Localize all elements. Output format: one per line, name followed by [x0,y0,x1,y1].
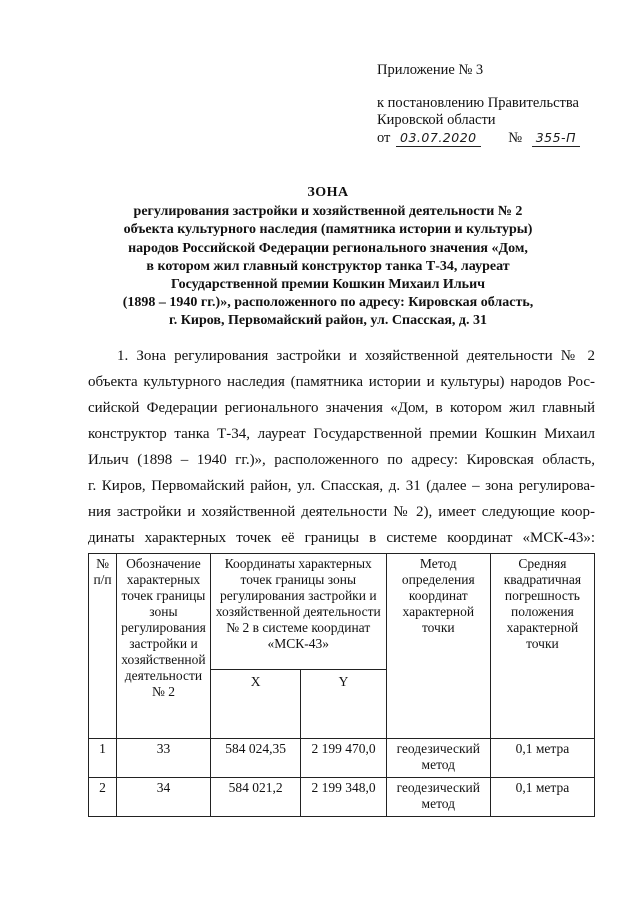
cell-num: 1 [89,739,117,778]
title-line: народов Российской Федерации регионального значения «Дом, [128,240,528,256]
body-line: конструктор танка Т-34, лауреат Государственной премии Кошкин Михаил [88,426,595,442]
cell-y: 2 199 470,0 [301,739,386,778]
body-line: 1. Зона регулирования застройки и хозяйственной деятельности № 2 [117,348,595,364]
header-error: Средняя квадратичная погрешность положения характерной точки [490,554,594,739]
header-y: Y [301,669,386,738]
cell-y: 2 199 348,0 [301,778,386,817]
cell-x: 584 024,35 [210,739,301,778]
body-line: г. Киров, Первомайский район, ул. Спасская, д. 31 (далее – зона регулирова- [88,478,595,494]
table-row [89,778,595,817]
cell-designation: 34 [117,778,211,817]
cell-x: 584 021,2 [210,778,301,817]
cell-method: геодезический метод [386,778,490,817]
date-from-label: от [377,130,391,146]
body-line: объекта культурного наследия (памятника истории и культуры) народов Рос- [88,374,595,390]
body-line: динаты характерных точек её границы в системе координат «МСК-43»: [88,530,595,546]
header-method: Метод определения координат характерной точки [386,554,490,739]
decree-line-2: Кировской области [377,112,496,128]
header-num: № п/п [89,554,117,739]
number-label: № [508,130,523,146]
title-zona: ЗОНА [307,185,349,200]
cell-num: 2 [89,778,117,817]
coordinates-table [88,553,595,817]
handwritten-number: 355-П [532,129,580,147]
title-line: г. Киров, Первомайский район, ул. Спасская, д. 31 [168,313,488,329]
body-line: сийской Федерации регионального значения «Дом, в котором жил главный [88,400,595,416]
header-designation: Обозначение характерных точек границы зоны регулирования застройки и хозяйственной деятельности № 2 [117,554,211,739]
decree-line-1: к постановлению Правительства [377,95,579,111]
document-title [80,184,576,331]
cell-error: 0,1 метра [490,778,594,817]
cell-error: 0,1 метра [490,739,594,778]
table-header-row [89,554,595,670]
title-line: регулирования застройки и хозяйственной деятельности № 2 [133,204,523,220]
title-line: в котором жил главный конструктор танка Т-34, лауреат [146,258,510,274]
appendix-label: Приложение № 3 [377,62,484,78]
title-line: объекта культурного наследия (памятника истории и культуры) [123,222,533,238]
header-coordinates: Координаты характерных точек границы зоны регулирования застройки и хозяйственной деятельности № 2 в системе координат «МСК-43» [210,554,386,670]
cell-designation: 33 [117,739,211,778]
cell-method: геодезический метод [386,739,490,778]
title-line: Государственной премии Кошкин Михаил Ильич [170,277,486,293]
table-row [89,739,595,778]
decree-date-line [377,129,580,147]
header-x: X [210,669,301,738]
title-line: (1898 – 1940 гг.)», расположенного по адресу: Кировская область, [122,295,534,311]
handwritten-date: 03.07.2020 [396,129,481,147]
body-line: Ильич (1898 – 1940 гг.)», расположенного по адресу: Кировская область, [88,452,595,468]
body-line: ния застройки и хозяйственной деятельности № 2), имеет следующие коор- [88,504,595,520]
